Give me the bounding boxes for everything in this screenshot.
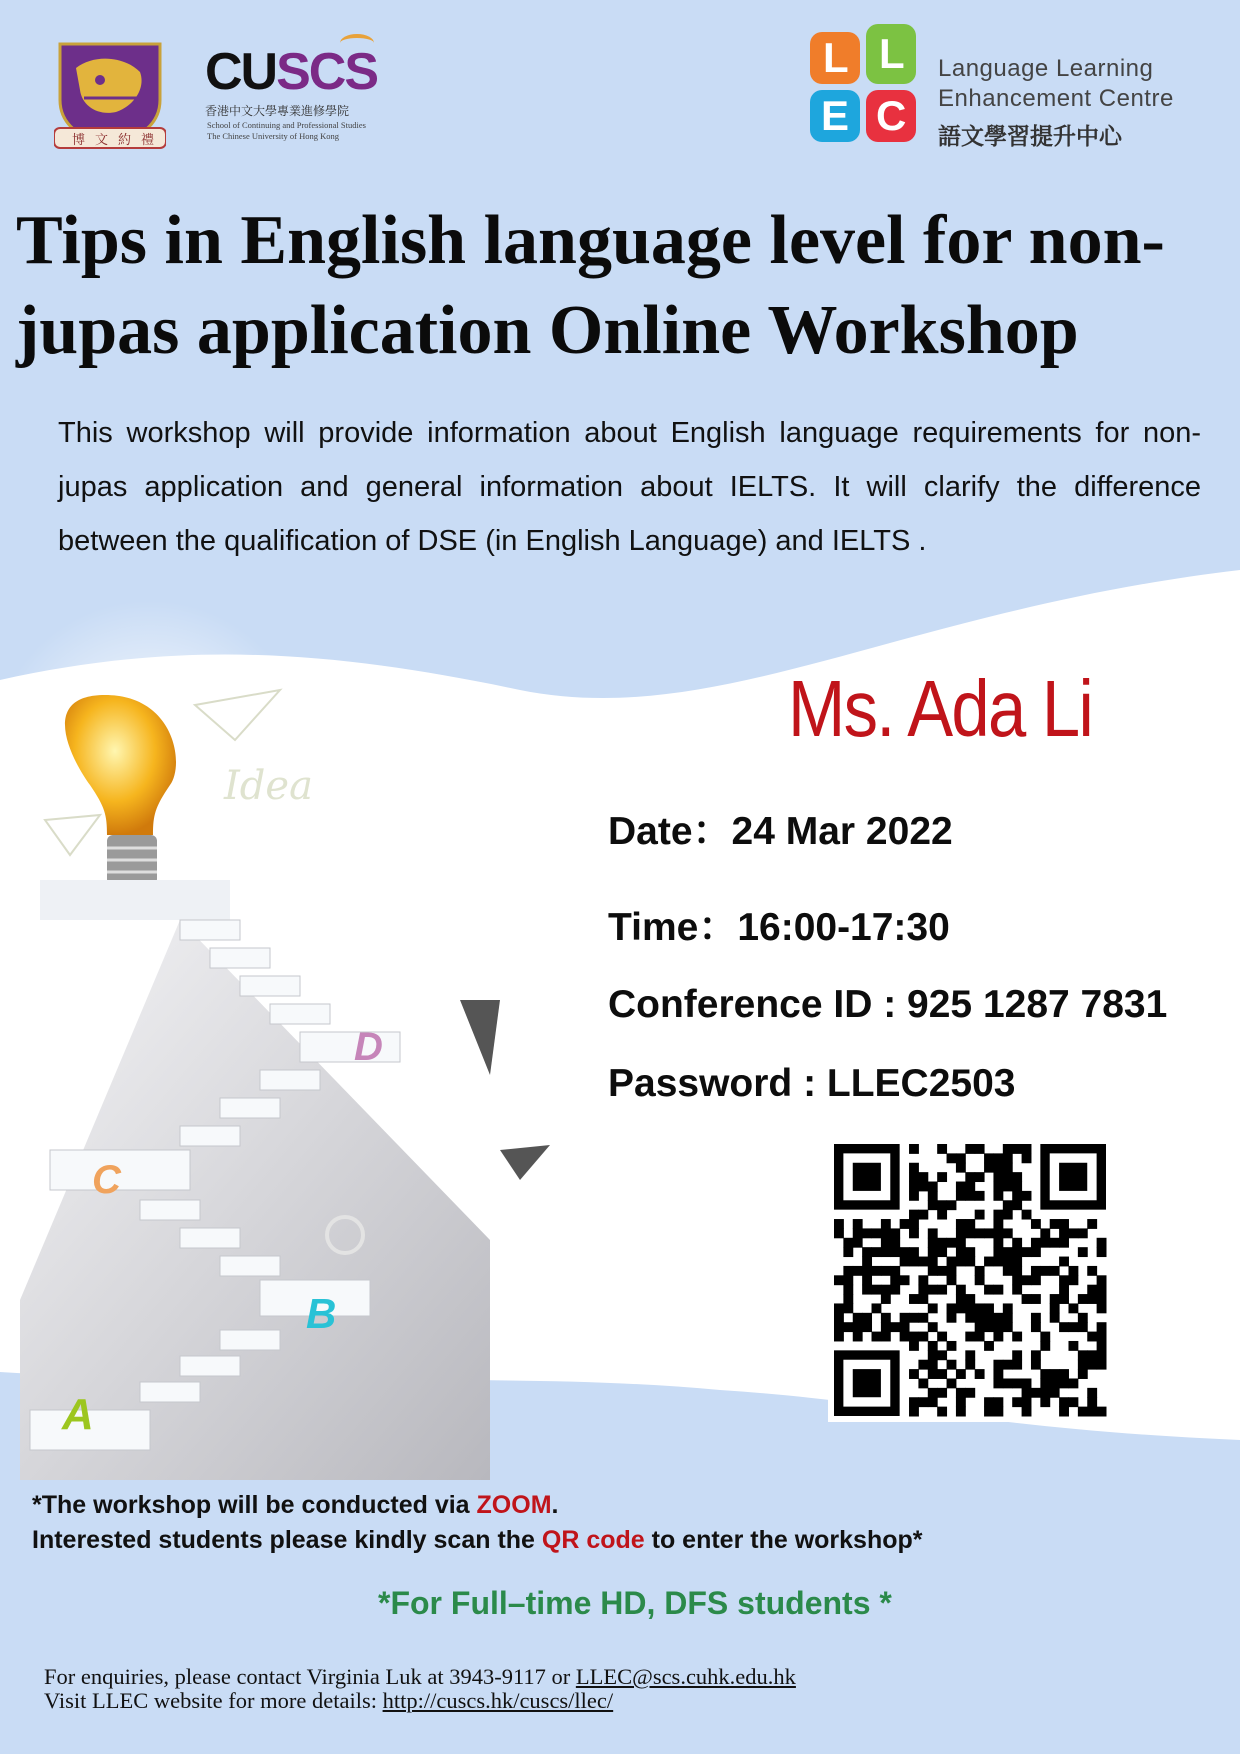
cuhk-english-name: The Chinese University of Hong Kong <box>207 131 339 141</box>
step-label-d: D <box>354 1025 383 1069</box>
llec-letter-e: E <box>821 92 850 139</box>
cuscs-scs: SCS <box>276 43 378 101</box>
idea-label: Idea <box>224 763 313 809</box>
llec-logo-mark <box>810 24 926 148</box>
cuscs-chinese-name: 香港中文大學專業進修學院 <box>205 104 350 118</box>
page-title: Tips in English language level for non-jupas application Online Workshop <box>16 202 1165 369</box>
zoom-qr-code[interactable] <box>828 1138 1112 1422</box>
conference-id: Conference ID : 925 1287 7831 <box>608 983 1168 1026</box>
enquiry-line <box>44 1664 796 1690</box>
zoom-note <box>32 1491 558 1520</box>
zoom-highlight: ZOOM <box>476 1491 552 1519</box>
meeting-password: Password : LLEC2503 <box>608 1062 1016 1105</box>
website-text: Visit LLEC website for more details: <box>44 1688 383 1713</box>
website-line <box>44 1688 613 1714</box>
website-link[interactable]: http://cuscs.hk/cuscs/llec/ <box>382 1688 614 1713</box>
step-label-b: B <box>306 1290 337 1337</box>
zoom-note-text: *The workshop will be conducted via <box>32 1491 477 1519</box>
llec-letter-l2: L <box>879 30 905 77</box>
qr-note-end: to enter the workshop* <box>644 1526 923 1554</box>
qr-note-text: Interested students please kindly scan the <box>32 1526 542 1554</box>
qr-highlight: QR code <box>541 1526 645 1554</box>
cuscs-english-name: School of Continuing and Professional Studies <box>207 120 366 130</box>
llec-name-line1: Language Learning <box>938 55 1154 82</box>
step-label-a: A <box>62 1390 94 1439</box>
zoom-note-end: . <box>551 1491 559 1519</box>
llec-name-line2: Enhancement Centre <box>938 85 1174 112</box>
speaker-name: Ms. Ada Li <box>788 664 1093 753</box>
target-audience: *For Full–time HD, DFS students * <box>378 1585 892 1621</box>
step-label-c: C <box>92 1158 121 1202</box>
email-link[interactable]: LLEC@scs.cuhk.edu.hk <box>575 1664 796 1689</box>
enquiry-text: For enquiries, please contact Virginia Luk at 3943-9117 or <box>44 1664 576 1689</box>
crest-motto: 博文約禮 <box>72 133 165 148</box>
qr-note <box>32 1526 923 1555</box>
event-time: Time：16:00-17:30 <box>608 906 950 949</box>
event-date: Date：24 Mar 2022 <box>608 810 953 853</box>
cuscs-cu: CU <box>205 43 277 101</box>
cuscs-swoosh-icon <box>340 34 374 52</box>
workshop-description: This workshop will provide information about English language requirements for non-jupas application and general information about IELTS. It will clarify the difference between the qualification of DSE (in English Language) and IELTS . <box>58 417 1201 557</box>
llec-chinese-name: 語文學習提升中心 <box>938 124 1122 150</box>
llec-letter-l1: L <box>823 34 849 81</box>
llec-letter-c: C <box>876 92 907 139</box>
